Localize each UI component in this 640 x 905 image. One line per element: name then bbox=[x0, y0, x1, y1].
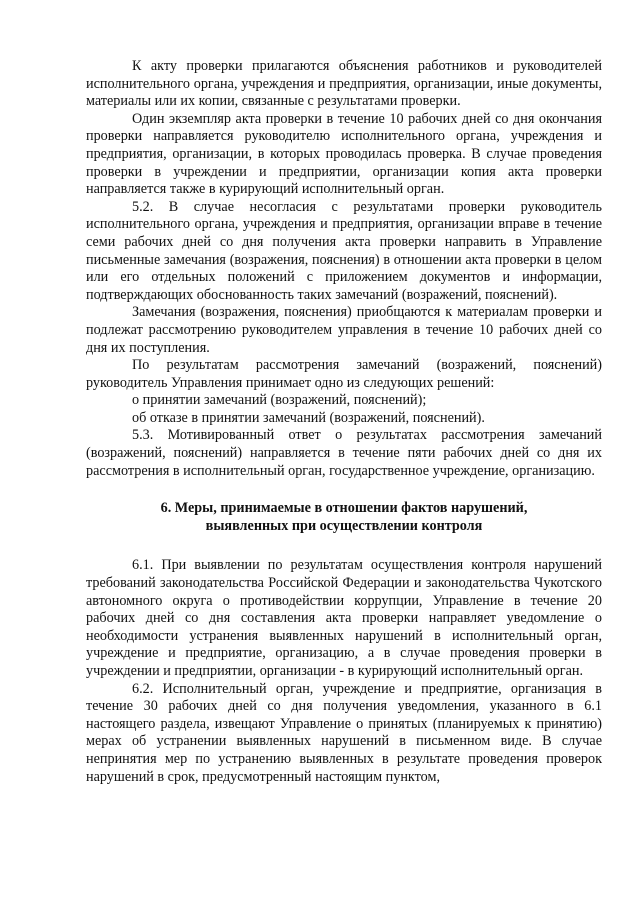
section-6-heading-line2: выявленных при осуществлении контроля bbox=[205, 517, 483, 534]
paragraph-decisions: По результатам рассмотрения замечаний (возражений, пояснений) руководитель Управления принимает одно из следующих решений: bbox=[86, 357, 602, 391]
paragraph-objections: Замечания (возражения, пояснения) приобщаются к материалам проверки и подлежат рассмотрению руководителем управления в течение 10 рабочих дней со дня их поступления. bbox=[86, 304, 602, 356]
paragraph-decision-reject: об отказе в принятии замечаний (возражений, пояснений). bbox=[132, 409, 485, 426]
section-6-heading-line1: 6. Меры, принимаемые в отношении фактов нарушений, bbox=[160, 500, 528, 517]
paragraph-attachments: К акту проверки прилагаются объяснения работников и руководителей исполнительного органа, учреждения и предприятия, организации, иные документы, материалы или их копии, связанные с результатами проверки. bbox=[86, 58, 602, 110]
paragraph-5-3: 5.3. Мотивированный ответ о результатах рассмотрения замечаний (возражений, пояснений) направляется в течение пяти рабочих дней со дня их рассмотрения в исполнительный орган, государственное учреждение, организацию. bbox=[86, 427, 602, 479]
paragraph-6-2: 6.2. Исполнительный орган, учреждение и предприятие, организация в течение 30 рабочих дней со дня получения уведомления, указанного в 6.1 настоящего раздела, извещают Управление о принятых (планируемых к принятию) мерах об устранении выявленных нарушений в письменном виде. В случае непринятия мер по устранению выявленных в результате проведения проверок нарушений в срок, предусмотренный настоящим пунктом, bbox=[86, 680, 602, 785]
document-page bbox=[86, 58, 602, 786]
paragraph-act-copy: Один экземпляр акта проверки в течение 10 рабочих дней со дня окончания проверки направляется руководителю исполнительного органа, учреждения и предприятия, организации, в которых проводилась проверка. В случае проведения проверки в учреждении и предприятии, организации копия акта проверки направляется также в курирующий исполнительный орган. bbox=[86, 110, 602, 198]
paragraph-5-2: 5.2. В случае несогласия с результатами проверки руководитель исполнительного органа, учреждения и предприятия, организации вправе в течение семи рабочих дней со дня получения акта проверки направить в Управление письменные замечания (возражения, пояснения) в отношении акта проверки в целом или его отдельных положений с приложением документов и информации, подтверждающих обоснованность таких замечаний (возражений, пояснений). bbox=[86, 198, 602, 303]
paragraph-decision-accept: о принятии замечаний (возражений, пояснений); bbox=[132, 392, 427, 409]
section-6-heading bbox=[86, 500, 602, 535]
paragraph-6-1: 6.1. При выявлении по результатам осуществления контроля нарушений требований законодательства Российской Федерации и законодательства Чукотского автономного округа о противодействии коррупции, Управление в течение 20 рабочих дней со дня составления акта проверки направляет уведомление о необходимости устранения выявленных нарушений в исполнительный орган, учреждение и предприятие, организацию, а в случае проведения проверки в учреждении и предприятии, организации - в курирующий исполнительный орган. bbox=[86, 557, 602, 679]
